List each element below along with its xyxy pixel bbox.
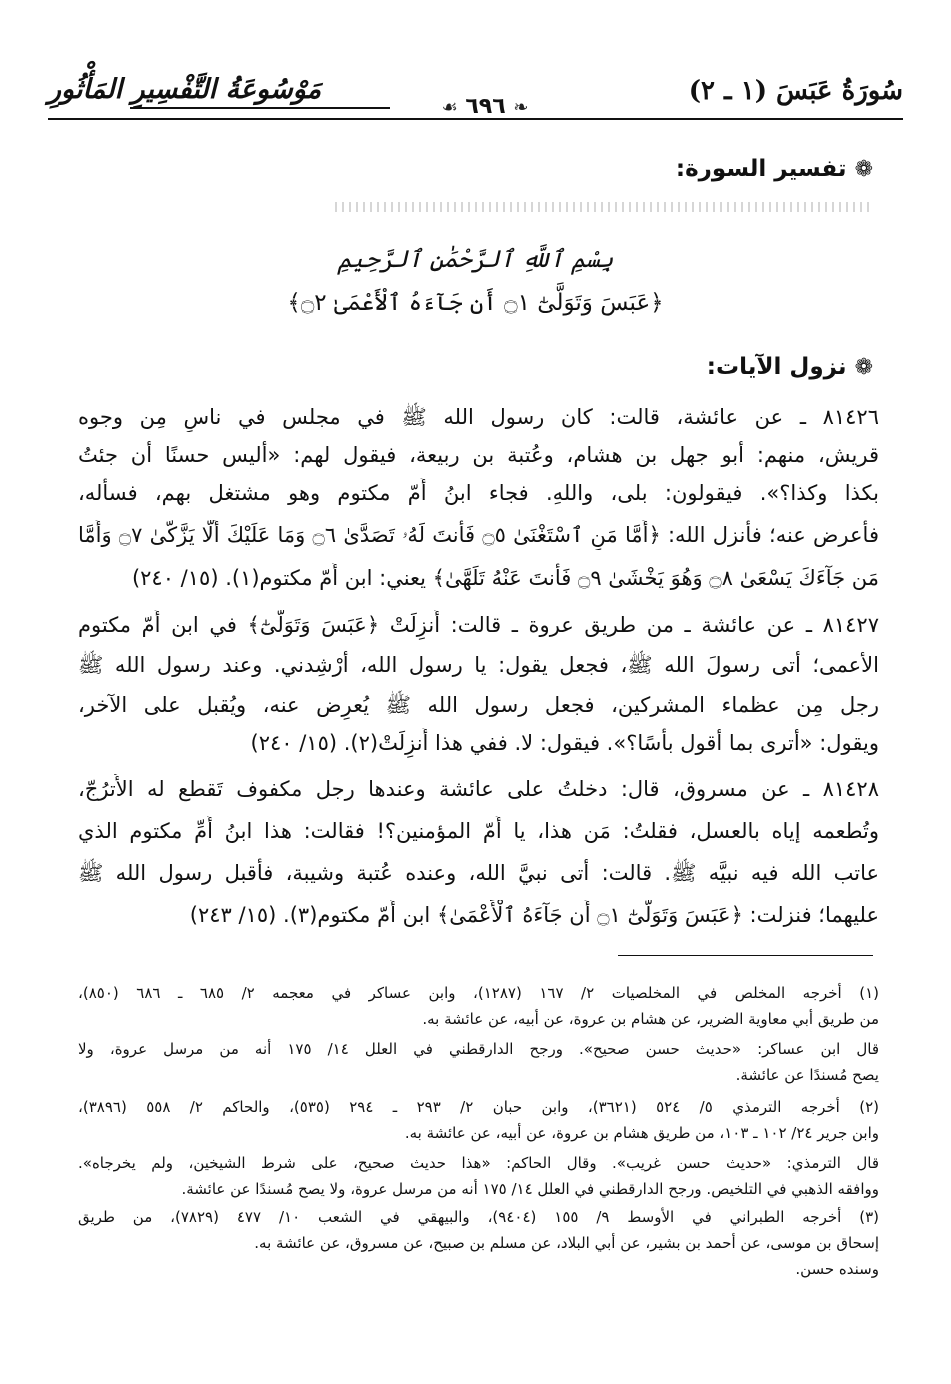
body-line: قريش، منهم: أبو جهل بن هشام، وعُتبة بن ربيعة، فيقول لهم: «أليس حسنًا أن جئتُ [78,443,879,467]
body-line: رجل مِن عظماء المشركين، فجعل رسول الله ﷺ يُعرِض عنه، ويُقبل على الآخر، [78,693,879,717]
body-line: ويقول: «أترى بما أقول بأسًا؟». فيقول: لا. ففي هذا أُنزِلَتْ(٢). (١٥/ ٢٤٠) [250,731,879,755]
footnote-line: إسحاق بن موسى، عن أحمد بن بشير، عن أبي البلاد، عن مسلم بن صبيح، عن مسروق، عن عائشة به. [254,1234,879,1252]
basmala: بِسْمِ ٱللَّهِ ٱلرَّحْمَٰنِ ٱلرَّحِيمِ [337,245,614,273]
body-line: وتُطعمه إياه بالعسل، فقلتُ: مَن هذا، يا أُمّ المؤمنين؟! فقالت: هذا ابنُ أُمِّ مكتوم الذي [78,819,879,843]
page-number-text: ٦٩٦ [465,94,506,119]
section-heading-nuzul [707,354,873,380]
section-heading-tafsir [676,156,873,182]
body-line: عاتب الله فيه نبيَّه ﷺ. قالت: أتى نبيَّ الله، وعنده عُتبة وشيبة، فأقبل رسول الله ﷺ [78,861,879,885]
footnote-line: ووافقه الذهبي في التلخيص. ورجح الدارقطني في العلل ١٤/ ١٧٥ أنه من مرسل عروة، ولا يصح مُسندًا عن عائشة. [181,1180,879,1198]
body-line: بكذا وكذا؟». فيقولون: بلى، واللهِ. فجاء ابنُ أُمّ مكتوم وهو مشتغل بهم، فسأله، [78,481,879,505]
leaf-ornament-icon: ❧ [513,97,529,118]
body-line: الأعمى؛ أتى رسولَ الله ﷺ، فجعل يقول: يا رسول الله، أرْشِدني. وعند رسول الله ﷺ [78,653,879,677]
page-number [430,94,540,119]
footnote-line: قال ابن عساكر: «حديث حسن صحيح». ورجح الدارقطني في العلل ١٤/ ١٧٥ أنه من مرسل عروة، ولا [78,1040,879,1058]
footnote-line: (٣) أخرجه الطبراني في الأوسط ٩/ ١٥٥ (٩٤٠٤)، والبيهقي في الشعب ١٠/ ٤٧٧ (٧٨٢٩)، من طريق [78,1208,879,1226]
flower-ornament-icon: ❁ [854,355,873,380]
book-title: مَوْسُوعَةُ التَّفْسِيرِ المَأْثُورِ [48,74,322,105]
leaf-ornament-icon: ☙ [441,97,458,118]
faint-dotted-line [330,202,869,212]
footnote-line: وابن جرير ٢٤/ ١٠٢ ـ ١٠٣، من طريق هشام بن عروة، عن أبيه، عن عائشة به. [404,1124,879,1142]
footnote-line: من طريق أبي معاوية الضرير، عن هشام بن عروة، عن أبيه، عن عائشة به. [422,1010,879,1028]
footnote-line: وسنده حسن. [795,1260,879,1278]
footnote-line: قال الترمذي: «حديث حسن غريب». وقال الحاكم: «هذا حديث صحيح، على شرط الشيخين، ولم يخرجاه». [78,1154,879,1172]
body-line: ٨١٤٢٦ ـ عن عائشة، قالت: كان رسول الله ﷺ في مجلس في ناسٍ مِن وجوه [78,405,879,429]
footnote-separator [618,955,873,956]
footnote-line: (١) أخرجه المخلص في المخلصيات ٢/ ١٦٧ (١٢٨٧)، وابن عساكر في معجمه ٢/ ٦٨٥ ـ ٦٨٦ (٨٥٠)، [78,984,879,1002]
section-heading-text: نزول الآيات: [706,354,847,380]
body-line: فأعرض عنه؛ فأنزل الله: ﴿أَمَّا مَنِ ٱسْتَغْنَىٰ ۝٥ فَأَنتَ لَهُۥ تَصَدَّىٰ ۝٦ وَمَا عَلَيْكَ أَلَّا يَزَّكَّىٰ ۝٧ وَأَمَّا [78,523,879,547]
footnote-line: (٢) أخرجه الترمذي ٥/ ٥٢٤ (٣٦٢١)، وابن حبان ٢/ ٢٩٣ ـ ٢٩٤ (٥٣٥)، والحاكم ٢/ ٥٥٨ (٣٨٩٦)، [78,1098,879,1116]
surah-title: سُورَةُ عَبَسَ (١ ـ ٢) [688,76,903,106]
body-line: مَن جَآءَكَ يَسْعَىٰ ۝٨ وَهُوَ يَخْشَىٰ ۝٩ فَأَنتَ عَنْهُ تَلَهَّىٰ﴾ يعني: ابن أُمّ مكتوم(١). (١٥/ ٢٤٠) [131,566,879,590]
flower-ornament-icon: ❁ [854,157,873,182]
footnote-line: يصح مُسندًا عن عائشة. [735,1066,879,1084]
section-heading-text: تفسير السورة: [675,156,847,182]
page-number-band [0,94,951,124]
body-line: ٨١٤٢٨ ـ عن مسروق، قال: دخلتُ على عائشة وعندها رجل مكفوف تَقطع له الأُترُجّ، [78,777,879,801]
page-number-rule [130,107,390,109]
quran-verse: ﴿عَبَسَ وَتَوَلَّىٰٓ ۝١ أَن جَآءَهُ ٱلْأَعْمَىٰ ۝٢﴾ [287,290,664,316]
body-line: عليهما؛ فنزلت: ﴿عَبَسَ وَتَوَلَّىٰٓ ۝١ أَن جَآءَهُ ٱلْأَعْمَىٰ﴾ ابن أُمّ مكتوم(٣). (١٥/ ٢٤٣) [189,903,879,927]
body-line: ٨١٤٢٧ ـ عن عائشة ـ من طريق عروة ـ قالت: أُنزِلَتْ ﴿عَبَسَ وَتَوَلَّىٰٓ﴾ في ابن أُمّ مكتوم [78,613,879,637]
